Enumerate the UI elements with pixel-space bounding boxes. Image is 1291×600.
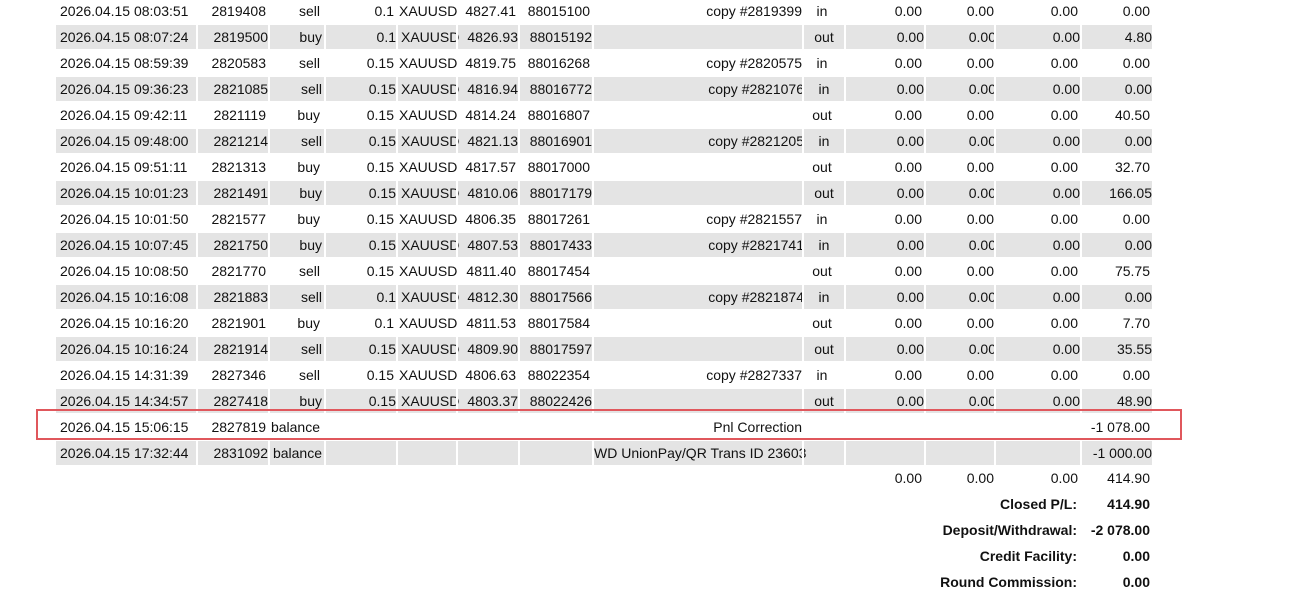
cell-type: sell: [268, 285, 322, 309]
cell-swap: 0.00: [1050, 107, 1078, 123]
cell-time: 2026.04.15 10:07:45: [60, 237, 189, 253]
cell-deal: 2819500: [196, 25, 268, 49]
cell-deal: 2821491: [196, 181, 268, 205]
cell-type: sell: [268, 129, 322, 153]
cell-type: balance: [268, 441, 322, 465]
cell-comment: copy #2819399: [706, 3, 802, 19]
table-row: [56, 441, 1152, 465]
table-row: [56, 233, 1152, 257]
cell-commission: 0.00: [844, 285, 924, 309]
cell-swap: 0.00: [1050, 55, 1078, 71]
cell-commission: 0.00: [894, 211, 922, 227]
cell-time: 2026.04.15 08:07:24: [60, 29, 189, 45]
cell-time: 2026.04.15 10:16:20: [60, 315, 189, 331]
cell-deal: 2827346: [211, 367, 266, 383]
cell-commission: 0.00: [894, 55, 922, 71]
cell-time: 2026.04.15 15:06:15: [60, 419, 189, 435]
cell-price: 4803.37: [456, 389, 518, 413]
cell-profit: 40.50: [1114, 107, 1150, 123]
cell-symbol: XAUUSD: [396, 77, 456, 101]
cell-deal: 2821883: [196, 285, 268, 309]
cell-type: sell: [298, 367, 320, 383]
cell-price: 4827.41: [465, 3, 516, 19]
cell-symbol: XAUUSD: [396, 285, 456, 309]
cell-order: 88015100: [527, 3, 590, 19]
cell-symbol: [396, 441, 456, 465]
cell-symbol: XAUUSD: [399, 159, 458, 175]
cell-symbol: XAUUSD: [396, 389, 456, 413]
cell-comment: copy #2827337: [706, 367, 802, 383]
cell-fee: 0.00: [924, 129, 996, 153]
table-row: [56, 207, 1152, 231]
cell-time: 2026.04.15 09:48:00: [60, 133, 189, 149]
cell-profit: 32.70: [1114, 159, 1150, 175]
cell-commission: 0.00: [894, 107, 922, 123]
cell-direction: out: [802, 337, 844, 361]
cell-price: [456, 441, 518, 465]
cell-price: 4817.57: [465, 159, 516, 175]
table-row: [56, 129, 1152, 153]
cell-deal: 2831092: [196, 441, 268, 465]
cell-deal: 2827418: [196, 389, 268, 413]
cell-symbol: XAUUSD: [399, 263, 458, 279]
cell-profit: 0.00: [1080, 129, 1152, 153]
cell-order: 88017454: [527, 263, 590, 279]
cell-fee: 0.00: [924, 337, 996, 361]
cell-deal: 2821119: [213, 107, 266, 123]
cell-volume: 0.1: [324, 25, 396, 49]
cell-swap: 0.00: [994, 77, 1080, 101]
cell-fee: 0.00: [924, 25, 996, 49]
table-row: [56, 311, 1152, 335]
cell-direction: in: [816, 55, 828, 71]
table-row: [56, 155, 1152, 179]
cell-direction: in: [802, 285, 844, 309]
cell-price: 4821.13: [456, 129, 518, 153]
cell-deal: 2821901: [211, 315, 266, 331]
cell-profit: 4.80: [1080, 25, 1152, 49]
cell-order: 88016772: [518, 77, 592, 101]
cell-type: buy: [297, 159, 320, 175]
cell-symbol: XAUUSD: [396, 181, 456, 205]
cell-swap: 0.00: [994, 129, 1080, 153]
cell-fee: 0.00: [966, 263, 994, 279]
cell-fee: 0.00: [966, 3, 994, 19]
cell-time: 2026.04.15 08:59:39: [60, 55, 189, 71]
cell-volume: 0.15: [366, 159, 394, 175]
cell-time: 2026.04.15 17:32:44: [60, 445, 189, 461]
cell-volume: 0.15: [324, 181, 396, 205]
summary-value: 0.00: [1122, 574, 1150, 590]
cell-swap: [994, 441, 1080, 465]
cell-profit: 48.90: [1080, 389, 1152, 413]
cell-order: 88022426: [518, 389, 592, 413]
summary-label: Closed P/L:: [999, 496, 1077, 512]
cell-swap: 0.00: [1050, 3, 1078, 19]
cell-deal: 2821914: [196, 337, 268, 361]
summary-value: 0.00: [1122, 548, 1150, 564]
cell-deal: 2821214: [196, 129, 268, 153]
cell-commission: 0.00: [844, 25, 924, 49]
cell-symbol: XAUUSD: [396, 337, 456, 361]
cell-order: 88017597: [518, 337, 592, 361]
cell-symbol: XAUUSD: [399, 315, 458, 331]
cell-volume: 0.15: [366, 211, 394, 227]
cell-commission: 0.00: [844, 77, 924, 101]
cell-direction: out: [812, 263, 832, 279]
summary-label: Credit Facility:: [979, 548, 1077, 564]
cell-commission: 0.00: [894, 159, 922, 175]
cell-time: 2026.04.15 10:08:50: [60, 263, 189, 279]
cell-swap: 0.00: [1050, 211, 1078, 227]
cell-direction: out: [802, 25, 844, 49]
cell-order: 88015192: [518, 25, 592, 49]
cell-price: 4810.06: [456, 181, 518, 205]
cell-time: 2026.04.15 10:16:08: [60, 289, 189, 305]
cell-volume: 0.15: [366, 263, 394, 279]
table-row: [56, 363, 1152, 387]
cell-order: 88017179: [518, 181, 592, 205]
cell-deal: 2827819: [211, 419, 266, 435]
cell-commission: 0.00: [894, 263, 922, 279]
summary-label: Deposit/Withdrawal:: [942, 522, 1077, 538]
cell-commission: 0.00: [844, 389, 924, 413]
cell-direction: [802, 441, 844, 465]
cell-direction: out: [812, 315, 832, 331]
cell-comment: WD UnionPay/QR Trans ID 23603: [592, 441, 804, 465]
cell-volume: 0.1: [374, 3, 394, 19]
cell-order: [518, 441, 592, 465]
cell-direction: out: [812, 107, 832, 123]
cell-order: 88022354: [527, 367, 590, 383]
cell-order: 88017584: [527, 315, 590, 331]
cell-price: 4811.53: [466, 315, 516, 331]
cell-comment: [592, 311, 802, 335]
cell-comment: copy #2821874: [592, 285, 804, 309]
cell-volume: 0.15: [324, 389, 396, 413]
cell-symbol: XAUUSD: [396, 25, 456, 49]
cell-profit: 0.00: [1122, 3, 1150, 19]
cell-profit: -1 078.00: [1090, 419, 1150, 435]
table-row: [56, 25, 1152, 49]
table-row: [56, 77, 1152, 101]
cell-symbol: XAUUSD: [399, 3, 458, 19]
cell-volume: 0.15: [324, 77, 396, 101]
cell-swap: 0.00: [1050, 159, 1078, 175]
cell-commission: [844, 441, 924, 465]
cell-volume: [324, 441, 396, 465]
cell-order: 88016807: [527, 107, 590, 123]
cell-deal: 2821313: [211, 159, 266, 175]
cell-symbol: XAUUSD: [396, 129, 456, 153]
cell-commission: 0.00: [894, 367, 922, 383]
cell-price: 4809.90: [456, 337, 518, 361]
highlight-box: [36, 409, 1182, 440]
cell-type: sell: [298, 263, 320, 279]
cell-fee: 0.00: [924, 77, 996, 101]
cell-direction: in: [802, 77, 844, 101]
table-row: [56, 285, 1152, 309]
cell-fee: 0.00: [966, 211, 994, 227]
cell-fee: 0.00: [966, 107, 994, 123]
cell-direction: in: [816, 211, 828, 227]
cell-type: buy: [268, 181, 322, 205]
cell-direction: in: [802, 129, 844, 153]
cell-time: 2026.04.15 09:51:11: [60, 159, 188, 175]
cell-time: 2026.04.15 14:31:39: [60, 367, 189, 383]
cell-fee: 0.00: [924, 285, 996, 309]
cell-profit: 7.70: [1122, 315, 1150, 331]
cell-comment: Pnl Correction: [713, 419, 802, 435]
summary-value: 414.90: [1107, 496, 1150, 512]
cell-deal: 2819408: [211, 3, 266, 19]
table-row: [56, 51, 1152, 75]
cell-order: 88017000: [527, 159, 590, 175]
cell-symbol: XAUUSD: [399, 211, 458, 227]
cell-swap: 0.00: [1050, 263, 1078, 279]
cell-fee: [924, 441, 996, 465]
cell-profit: 0.00: [1122, 55, 1150, 71]
cell-direction: out: [802, 389, 844, 413]
cell-type: sell: [298, 3, 320, 19]
cell-profit: -1 000.00: [1080, 441, 1152, 465]
cell-deal: 2821085: [196, 77, 268, 101]
cell-volume: 0.15: [366, 367, 394, 383]
cell-price: 4819.75: [465, 55, 516, 71]
cell-type: buy: [268, 25, 322, 49]
cell-swap: 0.00: [994, 25, 1080, 49]
cell-order: 88017433: [518, 233, 592, 257]
cell-profit: 35.55: [1080, 337, 1152, 361]
cell-comment: copy #2821741: [592, 233, 804, 257]
cell-profit: 0.00: [1122, 211, 1150, 227]
cell-fee: 0.00: [924, 233, 996, 257]
cell-type: buy: [297, 107, 320, 123]
cell-profit: 75.75: [1114, 263, 1150, 279]
cell-swap: 0.00: [994, 389, 1080, 413]
cell-order: 88017261: [527, 211, 590, 227]
cell-fee: 0.00: [966, 367, 994, 383]
cell-deal: 2821750: [196, 233, 268, 257]
cell-comment: [592, 181, 804, 205]
cell-order: 88016268: [527, 55, 590, 71]
cell-profit: 0.00: [1080, 77, 1152, 101]
cell-order: 88017566: [518, 285, 592, 309]
cell-swap: 0.00: [1050, 367, 1078, 383]
cell-swap: 0.00: [994, 285, 1080, 309]
table-row: [56, 337, 1152, 361]
table-row: [56, 181, 1152, 205]
cell-price: 4814.24: [465, 107, 516, 123]
cell-swap: 0.00: [1050, 315, 1078, 331]
cell-commission: 0.00: [894, 3, 922, 19]
cell-type: buy: [297, 211, 320, 227]
cell-fee: 0.00: [924, 389, 996, 413]
total-fee: 0.00: [966, 470, 994, 486]
cell-swap: 0.00: [994, 337, 1080, 361]
total-commission: 0.00: [894, 470, 922, 486]
cell-direction: out: [812, 159, 832, 175]
cell-comment: [592, 259, 802, 283]
table-row: [56, 103, 1152, 127]
cell-comment: [592, 25, 804, 49]
cell-symbol: XAUUSD: [399, 367, 458, 383]
cell-deal: 2820583: [211, 55, 266, 71]
cell-volume: 0.15: [324, 129, 396, 153]
table-row: [56, 0, 1152, 23]
cell-price: 4811.40: [466, 263, 516, 279]
cell-direction: in: [816, 3, 828, 19]
cell-type: buy: [268, 389, 322, 413]
total-swap: 0.00: [1050, 470, 1078, 486]
cell-price: 4826.93: [456, 25, 518, 49]
cell-commission: 0.00: [894, 315, 922, 331]
cell-comment: copy #2821076: [592, 77, 804, 101]
cell-type: balance: [270, 419, 320, 435]
cell-fee: 0.00: [966, 315, 994, 331]
cell-time: 2026.04.15 10:16:24: [60, 341, 189, 357]
cell-price: 4806.35: [465, 211, 516, 227]
cell-profit: 166.05: [1080, 181, 1152, 205]
cell-type: sell: [298, 55, 320, 71]
cell-volume: 0.15: [366, 55, 394, 71]
cell-comment: [592, 103, 802, 127]
cell-profit: 0.00: [1122, 367, 1150, 383]
total-profit: 414.90: [1107, 470, 1150, 486]
cell-volume: 0.15: [324, 233, 396, 257]
cell-time: 2026.04.15 10:01:23: [60, 185, 189, 201]
cell-type: buy: [268, 233, 322, 257]
cell-symbol: XAUUSD: [399, 55, 458, 71]
cell-comment: copy #2821557: [706, 211, 802, 227]
cell-comment: copy #2821205: [592, 129, 804, 153]
cell-type: sell: [268, 77, 322, 101]
cell-time: 2026.04.15 09:42:11: [60, 107, 188, 123]
cell-time: 2026.04.15 09:36:23: [60, 81, 189, 97]
cell-comment: [592, 337, 804, 361]
cell-deal: 2821577: [211, 211, 266, 227]
summary-label: Round Commission:: [940, 574, 1077, 590]
cell-commission: 0.00: [844, 181, 924, 205]
cell-fee: 0.00: [966, 159, 994, 175]
table-row: [56, 259, 1152, 283]
cell-type: buy: [297, 315, 320, 331]
cell-symbol: XAUUSD: [396, 233, 456, 257]
cell-direction: in: [816, 367, 828, 383]
cell-volume: 0.15: [366, 107, 394, 123]
cell-time: 2026.04.15 08:03:51: [60, 3, 189, 19]
cell-swap: 0.00: [994, 233, 1080, 257]
cell-volume: 0.1: [374, 315, 394, 331]
cell-comment: copy #2820575: [706, 55, 802, 71]
cell-order: 88016901: [518, 129, 592, 153]
cell-profit: 0.00: [1080, 233, 1152, 257]
cell-commission: 0.00: [844, 233, 924, 257]
cell-volume: 0.15: [324, 337, 396, 361]
cell-direction: out: [802, 181, 844, 205]
cell-commission: 0.00: [844, 337, 924, 361]
cell-comment: [592, 155, 802, 179]
cell-commission: 0.00: [844, 129, 924, 153]
summary-value: -2 078.00: [1090, 522, 1150, 538]
cell-profit: 0.00: [1080, 285, 1152, 309]
cell-time: 2026.04.15 10:01:50: [60, 211, 189, 227]
cell-fee: 0.00: [966, 55, 994, 71]
cell-price: 4812.30: [456, 285, 518, 309]
cell-type: sell: [268, 337, 322, 361]
cell-direction: in: [802, 233, 844, 257]
cell-price: 4806.63: [465, 367, 516, 383]
cell-price: 4816.94: [456, 77, 518, 101]
cell-price: 4807.53: [456, 233, 518, 257]
cell-fee: 0.00: [924, 181, 996, 205]
cell-deal: 2821770: [211, 263, 266, 279]
cell-swap: 0.00: [994, 181, 1080, 205]
cell-volume: 0.1: [324, 285, 396, 309]
cell-time: 2026.04.15 14:34:57: [60, 393, 189, 409]
cell-symbol: XAUUSD: [399, 107, 458, 123]
